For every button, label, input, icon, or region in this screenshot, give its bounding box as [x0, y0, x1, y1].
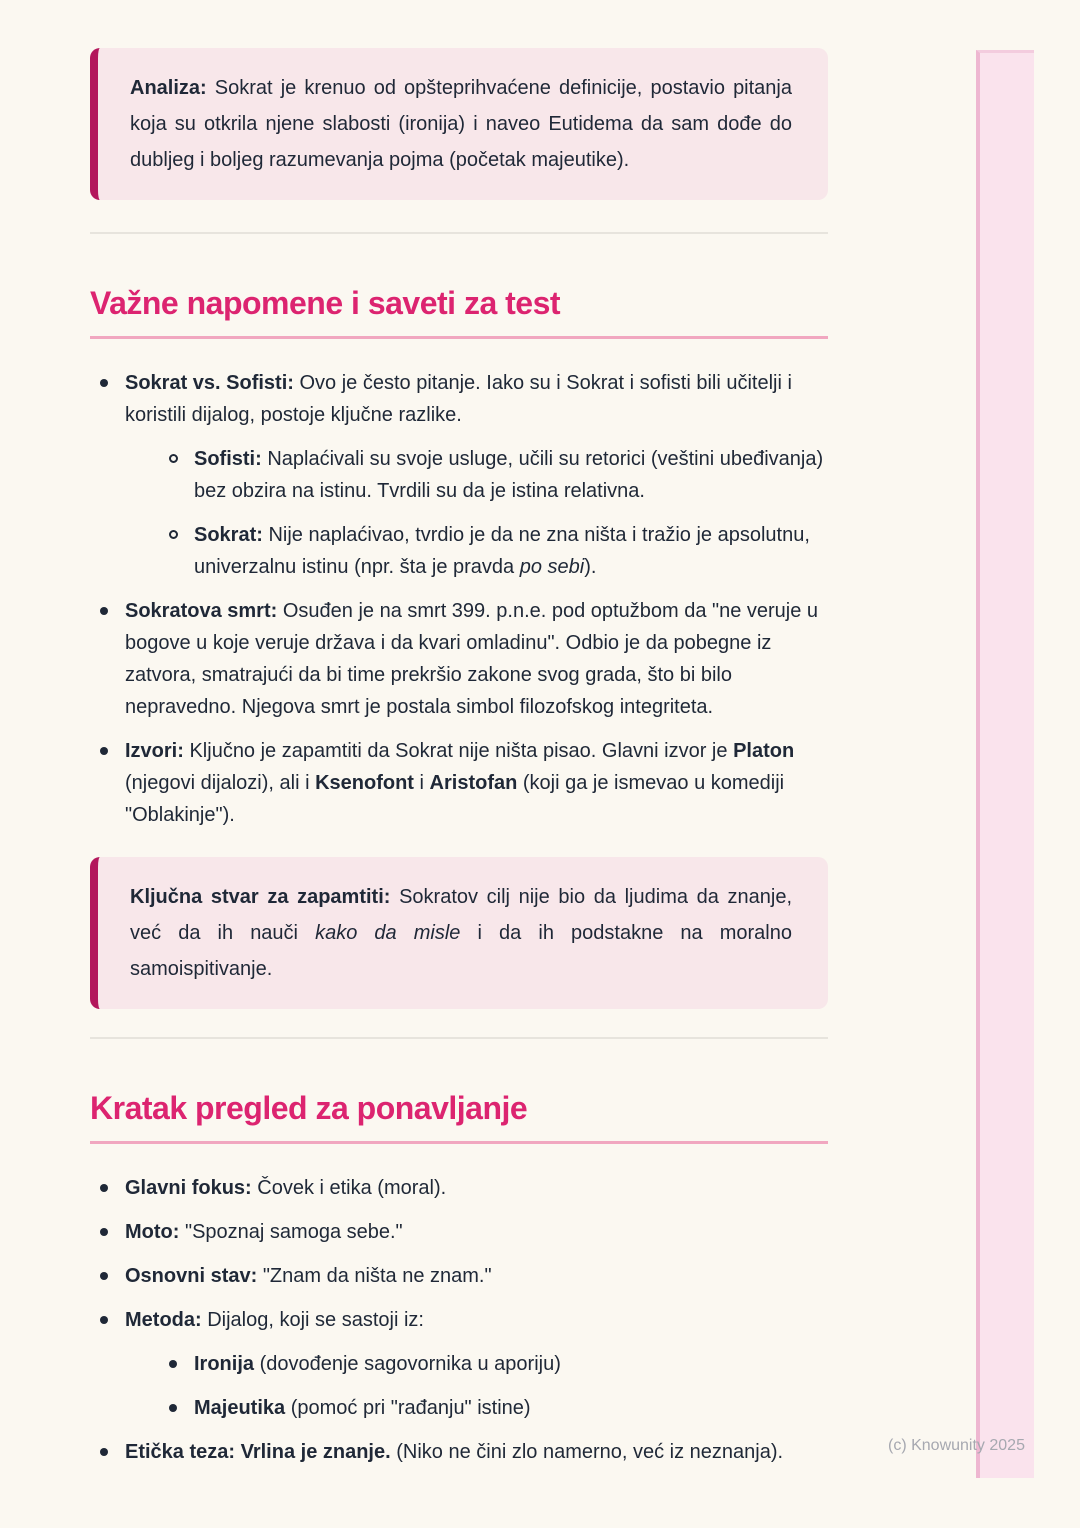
- item-label: Ironija: [194, 1353, 255, 1375]
- item-body: ).: [584, 556, 597, 578]
- item-bold: Platon: [733, 740, 795, 762]
- item-body: Dijalog, koji se sastoji iz:: [201, 1309, 424, 1331]
- divider: [90, 1037, 828, 1039]
- item-body: Čovek i etika (moral).: [251, 1177, 447, 1199]
- list-item-text: [125, 1221, 403, 1243]
- callout-analiza-label: Analiza:: [130, 77, 207, 99]
- item-body: Naplaćivali su svoje usluge, učili su retorici (veštini ubeđivanja) bez obzira na istinu. Tvrdili su da je istina relativna.: [194, 448, 824, 502]
- list-item-osnovni-stav: [90, 1260, 828, 1292]
- bullet-icon: [169, 1360, 177, 1368]
- section1-list: [90, 367, 828, 831]
- watermark: (c) Knowunity 2025: [888, 1437, 1025, 1454]
- list-item-majeutika: [159, 1392, 828, 1424]
- bullet-icon: [100, 1448, 108, 1456]
- item-italic: po sebi: [519, 556, 585, 578]
- item-label: Etička teza: Vrlina je znanje.: [125, 1441, 391, 1463]
- item-body: (dovođenje sagovornika u aporiju): [254, 1353, 561, 1375]
- list-item-text: [125, 372, 792, 426]
- list-item-sokrat: [159, 519, 828, 583]
- item-body: (Niko ne čini zlo namerno, već iz neznanja).: [390, 1441, 784, 1463]
- callout-analiza-text: [130, 77, 792, 171]
- bullet-icon: [100, 747, 108, 755]
- item-bold: Ksenofont: [315, 772, 414, 794]
- item-body: i: [413, 772, 430, 794]
- callout-kljucna-body: Sokratov cilj nije bio da ljudima da znanje, već da ih nauči: [130, 886, 792, 944]
- callout-kljucna-body: i da ih podstakne na moralno samoispitivanje.: [130, 922, 792, 980]
- item-body: Ključno je zapamtiti da Sokrat nije ništa pisao. Glavni izvor je: [183, 740, 734, 762]
- bullet-icon: [100, 1272, 108, 1280]
- bullet-icon: [100, 1184, 108, 1192]
- title-underline: [90, 1141, 828, 1144]
- item-label: Metoda:: [125, 1309, 202, 1331]
- list-item-sokrat-vs-sofisti: [90, 367, 828, 583]
- item-label: Sokrat:: [194, 524, 263, 546]
- bullet-icon: [100, 1316, 108, 1324]
- item-body: Ovo je često pitanje. Iako su i Sokrat i sofisti bili učitelji i koristili dijalog, postoje ključne razlike.: [125, 372, 792, 426]
- list-item-ironija: [159, 1348, 828, 1380]
- circle-bullet-icon: [169, 454, 178, 463]
- list-item-text: [125, 1309, 424, 1331]
- list-item-metoda: [90, 1304, 828, 1424]
- item-body: Osuđen je na smrt 399. p.n.e. pod optužbom da "ne veruje u bogove u koje veruje država i da kvari omladinu". Odbio je da pobegne iz zatvora, smatrajući da bi time prekršio zakone svog grada, što bi bilo nepravedno. Njegova smrt je postala simbol filozofskog integriteta.: [125, 600, 819, 718]
- list-item-text: [125, 600, 818, 718]
- bullet-icon: [169, 1404, 177, 1412]
- callout-analiza: [90, 48, 828, 200]
- item-label: Glavni fokus:: [125, 1177, 252, 1199]
- list-item-sokratova-smrt: [90, 595, 828, 723]
- item-body: (koji ga je ismevao u komediji "Oblakinje").: [125, 772, 785, 826]
- item-label: Majeutika: [194, 1397, 286, 1419]
- item-body: (pomoć pri "rađanju" istine): [285, 1397, 531, 1419]
- list-item-text: [125, 1265, 492, 1287]
- item-label: Sokrat vs. Sofisti:: [125, 372, 294, 394]
- item-body: "Znam da ništa ne znam.": [257, 1265, 492, 1287]
- callout-kljucna-text: [130, 886, 792, 980]
- sublist-sofisti-sokrat: [159, 443, 828, 583]
- bullet-icon: [100, 379, 108, 387]
- item-body: Nije naplaćivao, tvrdio je da ne zna ništa i tražio je apsolutnu, univerzalnu istinu (npr. šta je pravda: [194, 524, 810, 578]
- callout-kljucna-italic: kako da misle: [315, 922, 461, 944]
- item-body: "Spoznaj samoga sebe.": [179, 1221, 403, 1243]
- list-item-text: [125, 740, 794, 826]
- item-label: Sokratova smrt:: [125, 600, 278, 622]
- item-label: Izvori:: [125, 740, 184, 762]
- section-title-vazne-napomene: Važne napomene i saveti za test: [90, 285, 561, 321]
- list-item-text: [194, 1397, 531, 1419]
- list-item-text: [125, 1177, 446, 1199]
- item-body: (njegovi dijalozi), ali i: [125, 772, 316, 794]
- title-underline: [90, 336, 828, 339]
- callout-kljucna-stvar: [90, 857, 828, 1009]
- document-page: [90, 0, 828, 1468]
- list-item-text: [125, 1441, 783, 1463]
- sublist-metoda: [159, 1348, 828, 1424]
- callout-analiza-body: Sokrat je krenuo od opšteprihvaćene definicije, postavio pitanja koja su otkrila njene slabosti (ironija) i naveo Eutidema da sam dođe do dubljeg i boljeg razumevanja pojma (početak majeutike).: [130, 77, 792, 171]
- item-bold: Aristofan: [429, 772, 518, 794]
- divider: [90, 232, 828, 234]
- page-edge-band: [976, 50, 1034, 1478]
- list-item-text: [194, 448, 823, 502]
- bullet-icon: [100, 1228, 108, 1236]
- list-item-izvori: [90, 735, 828, 831]
- list-item-glavni-fokus: [90, 1172, 828, 1204]
- section2-list: [90, 1172, 828, 1468]
- list-item-eticka-teza: [90, 1436, 828, 1468]
- callout-kljucna-label: Ključna stvar za zapamtiti:: [130, 886, 391, 908]
- list-item-text: [194, 1353, 561, 1375]
- item-label: Sofisti:: [194, 448, 262, 470]
- circle-bullet-icon: [169, 530, 178, 539]
- section-title-kratak-pregled: Kratak pregled za ponavljanje: [90, 1090, 528, 1126]
- bullet-icon: [100, 607, 108, 615]
- item-label: Moto:: [125, 1221, 180, 1243]
- list-item-sofisti: [159, 443, 828, 507]
- list-item-moto: [90, 1216, 828, 1248]
- item-label: Osnovni stav:: [125, 1265, 258, 1287]
- list-item-text: [194, 524, 810, 578]
